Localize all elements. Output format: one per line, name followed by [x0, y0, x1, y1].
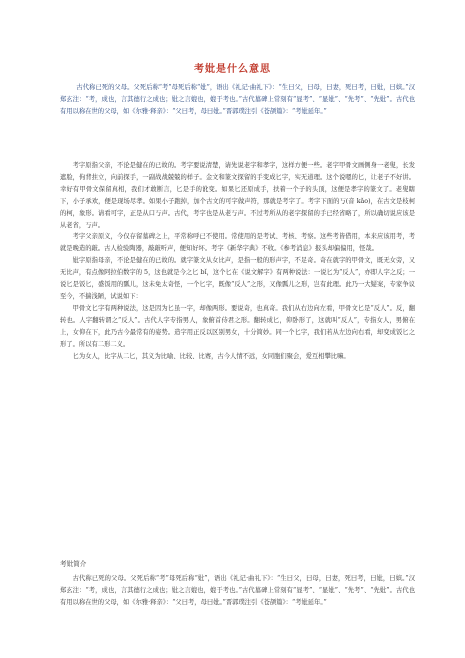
body-paragraph-1: 考字原指父亲，不论是健在的已故的。考字要说清楚，请先说老字和孝字，这样方便一些。老字甲骨文画侧身一老叟，长发遮脸，佝背拄立，向前探手，一副战战兢兢的样子。金文和篆文探留的手变成匕字，实无道理。这个说嗯的匕，让老子不好讲。幸好有甲骨文保留真相，我们才敢断言，匕是手的讹变。如果匕还原成手，扶着一个子的头顶，这便是孝字的篆文了。老叟瞎下，小子承欢，便是现场尽孝。如果小子跑掉，加个古文的可字做声符，那就是考字了。考字下面的丂(音 kǎo)，在古文是枝柯的柯，象形。请看可字，正是从口丂声。古代，考字也是从老丂声。不过考所从的老字探留的手已经省略了，所以确切说应该是从老省，丂声。: [60, 162, 415, 229]
summary-section: [60, 573, 415, 609]
body-paragraph-2: 考字父亲原义，今仅存留墓碑之上，平常称呼已不使用。常使用的是考试、考核、考察。这些考皆借用，本来应该用考，考就是晚造的敲。古人检验陶器，敲敲听声，便知好坏。考字《新华字典》不收。《参考消息》报头却偏偏用，怪哉。: [60, 233, 415, 253]
body-paragraph-3: 妣字原指母亲，不论是健在的已故的。就字篆文从女比声，是指一般的形声字，不足奇。奇在就字的甲骨文，既无女旁，又无比声，有点像阿拉伯数字的 5，这也就是今之匕 bǐ，这个匕在《说文解字》有两种说法：一说匕为“反人”，亦即人字之反；一说匕是饭匕，盛饭用的瓢儿，这未免太奇怪，一个匕字，既像“反人”之形，又像瓢儿之形，岂有此理。此乃一大疑案，专家争议至今，不揣浅陋，试说如下：: [60, 257, 415, 300]
section-subheading: 考妣简介: [60, 560, 87, 568]
body-paragraph-4: 甲骨文匕字有两种说法，这是因为匕虽一字，却像两形。要说奇，也真奇。我们从右边向左看，甲骨文匕是“反人”。反，翻转也。人字翻转谓之“反人”。古代人字专指男人，象俯首侍君之形。翻转成匕，仰卧形了，这就叫“反人”，专指女人，男俯在上，女仰在下，此乃古今最常有的姿势。造字用正反以区别男女，十分简妙。同一个匕字，我们若从左边向右看，却变成饭匕之形了。所以有二形二义。: [60, 304, 415, 348]
intro-paragraph: 古代称已死的父母。父死后称“考”母死后称“妣”，语出《礼记·曲礼下》：“生曰父，曰母，曰妻，死曰考，曰妣，曰嫔。”汉郑玄注：“考，成也，言其德行之成也；妣之言媲也，媲于考也。”古代墓碑上常刻有“显考”、“显妣”、“先考”、“先妣”。古代也有用以称在世的父母，如《尔雅·释亲》：“父曰考，母曰妣。”晋郭璞注引《苍颉篇》：“考妣延年。”: [60, 84, 415, 115]
body-paragraph-5: 匕为女人，比字从二匕，其义为比喻、比较、比赛，古今人情不远，女同胞们聚会，爱互相攀比嘛。: [72, 352, 350, 360]
summary-paragraph: 古代称已死的父母。父死后称“考”母死后称“妣”，语出《礼记·曲礼下》：“生曰父，曰母，曰妻，死曰考，曰妣，曰嫔。”汉郑玄注：“考，成也，言其德行之成也；妣之言媲也，媲于考也。”古代墓碑上常刻有“显考”、“显妣”、“先考”、“先妣”。古代也有用以称在世的父母，如《尔雅·释亲》：“父曰考，母曰妣。”晋郭璞注引《苍颉篇》：“考妣延年。”: [60, 575, 415, 606]
body-section: [60, 160, 415, 362]
page-title: 考妣是什么意思: [194, 64, 271, 75]
intro-section: [60, 82, 415, 158]
